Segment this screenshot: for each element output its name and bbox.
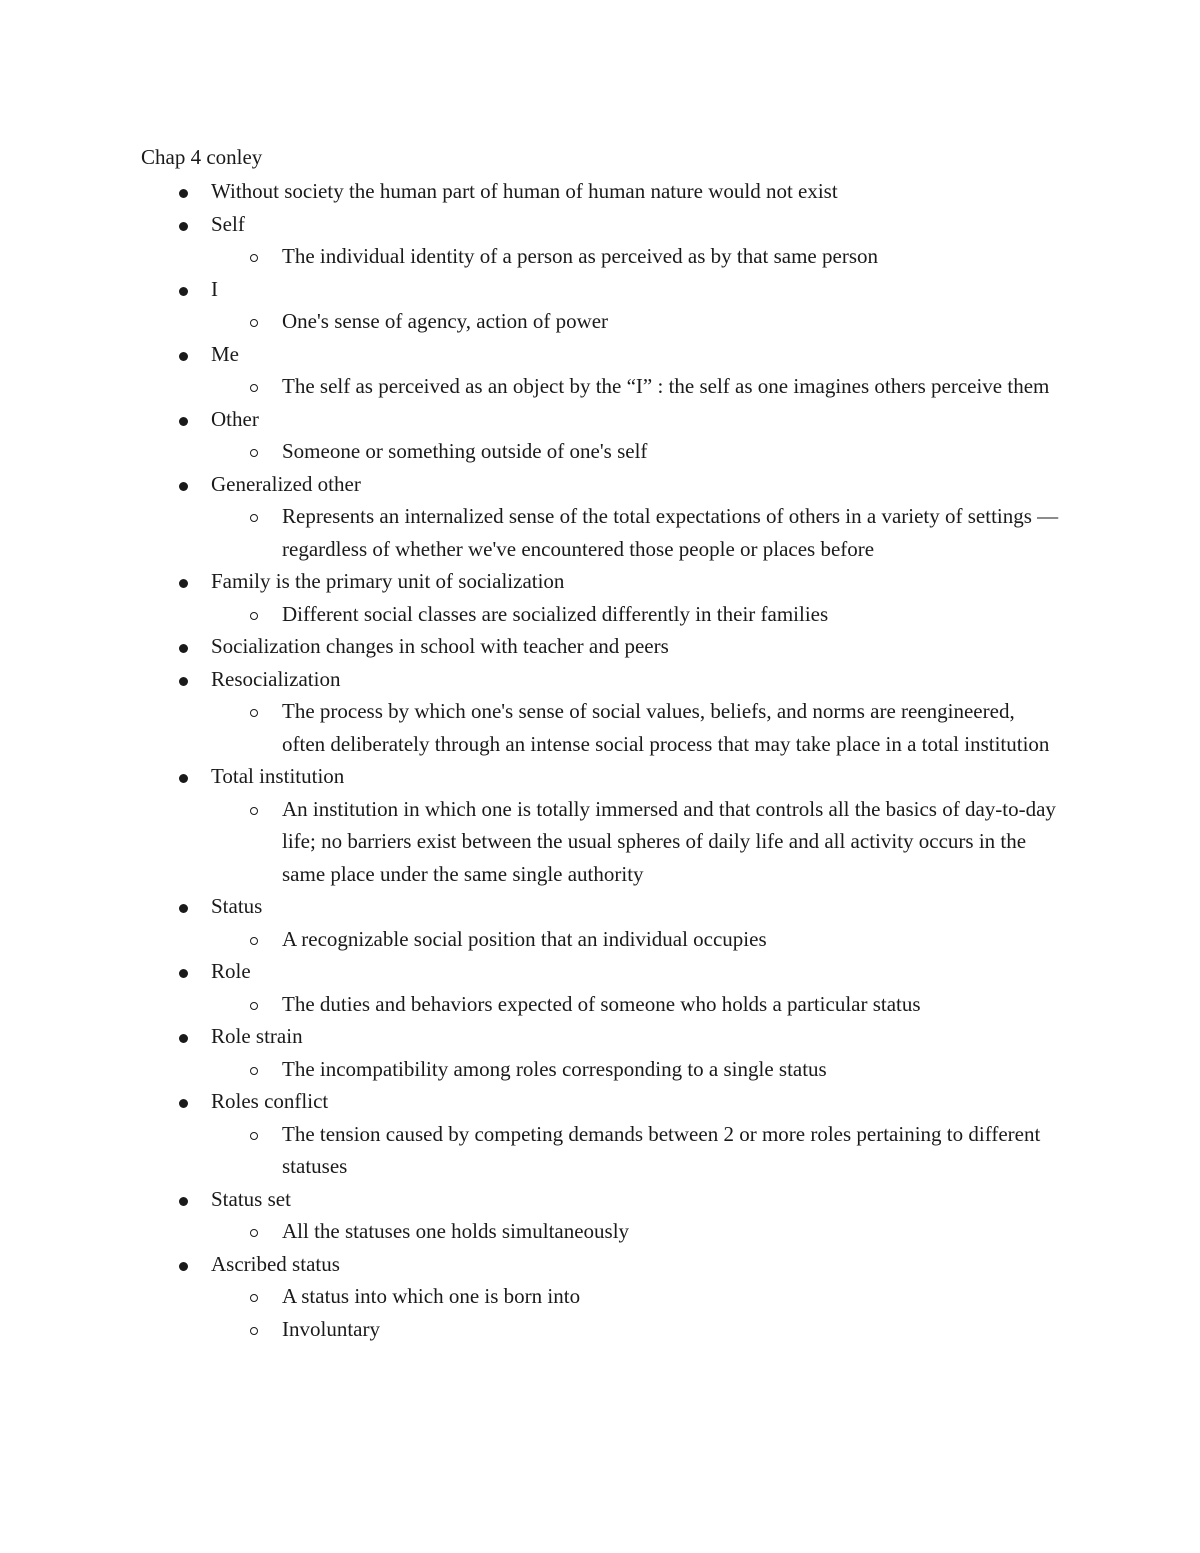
list-item-text: Ascribed status (211, 1251, 340, 1276)
filled-bullet-icon (179, 677, 188, 686)
hollow-bullet-icon (250, 319, 258, 327)
filled-bullet-icon (179, 969, 188, 978)
sub-list-item-text: The self as perceived as an object by the “I” : the self as one imagines others perceive them (282, 374, 1050, 398)
list-item-text: Family is the primary unit of socialization (211, 569, 565, 593)
hollow-bullet-icon (250, 514, 258, 522)
list-item (0, 630, 1200, 663)
filled-bullet-icon (179, 1034, 188, 1043)
list-item (0, 955, 1200, 988)
hollow-bullet-icon (250, 1002, 258, 1010)
list-item-text: Other (211, 406, 259, 431)
list-item-text: Me (211, 341, 239, 366)
list-item-text: Status (211, 894, 263, 918)
list-item-text: Socialization changes in school with teacher and peers (211, 634, 669, 658)
hollow-bullet-icon (250, 449, 258, 457)
hollow-bullet-icon (250, 709, 258, 717)
hollow-bullet-icon (250, 254, 258, 262)
filled-bullet-icon (179, 1262, 188, 1271)
list-item (0, 663, 1200, 696)
list-item (0, 1020, 1200, 1053)
filled-bullet-icon (179, 579, 188, 588)
list-item (0, 403, 1200, 436)
list-item (0, 208, 1200, 241)
filled-bullet-icon (179, 904, 188, 913)
list-item (0, 1085, 1200, 1118)
hollow-bullet-icon (250, 937, 258, 945)
document-title: Chap 4 conley (141, 145, 263, 169)
list-item (0, 1183, 1200, 1216)
filled-bullet-icon (179, 222, 188, 231)
sub-list-item-text: Someone or something outside of one's self (282, 439, 648, 463)
sub-list-item (0, 500, 1062, 565)
filled-bullet-icon (179, 1099, 188, 1108)
sub-list-item-text: The process by which one's sense of social values, beliefs, and norms are reengineered, often deliberately through an intense social process that may take place in a total institution (282, 699, 1050, 756)
sub-list-item (0, 370, 1062, 403)
hollow-bullet-icon (250, 1132, 258, 1140)
hollow-bullet-icon (250, 1294, 258, 1302)
list-item (0, 760, 1200, 793)
list-item-text: Roles conflict (211, 1089, 329, 1113)
list-item-text: Status set (211, 1186, 291, 1211)
sub-list-item (0, 305, 1062, 338)
sub-list-item-text: Involuntary (282, 1316, 380, 1341)
sub-list-item (0, 988, 1062, 1021)
sub-list-item (0, 1313, 1062, 1346)
sub-list-item-text: One's sense of agency, action of power (282, 309, 609, 333)
filled-bullet-icon (179, 417, 188, 426)
list-item (0, 468, 1200, 501)
sub-list-item (0, 240, 1062, 273)
list-item (0, 175, 1200, 208)
filled-bullet-icon (179, 189, 188, 198)
list-item-text: I (211, 276, 218, 301)
sub-list-item-text: The individual identity of a person as perceived as by that same person (282, 244, 878, 268)
filled-bullet-icon (179, 644, 188, 653)
list-item (0, 1248, 1200, 1281)
sub-list-item (0, 1118, 1062, 1183)
list-item-text: Role strain (211, 1024, 303, 1048)
sub-list-item-text: All the statuses one holds simultaneously (282, 1219, 630, 1243)
list-item-text: Generalized other (211, 471, 361, 496)
filled-bullet-icon (179, 774, 188, 783)
list-item (0, 565, 1200, 598)
list-item-text: Self (211, 211, 245, 236)
hollow-bullet-icon (250, 612, 258, 620)
list-item-text: Total institution (211, 764, 345, 788)
sub-list-item (0, 598, 1062, 631)
sub-list-item-text: Represents an internalized sense of the total expectations of others in a variety of settings — regardless of whether we've encountered those people or places before (282, 504, 1059, 561)
sub-list-item-text: A recognizable social position that an individual occupies (282, 926, 767, 951)
list-item-text: Resocialization (211, 666, 341, 691)
sub-list-item-text: The incompatibility among roles corresponding to a single status (282, 1056, 827, 1081)
hollow-bullet-icon (250, 1067, 258, 1075)
filled-bullet-icon (179, 352, 188, 361)
filled-bullet-icon (179, 482, 188, 491)
hollow-bullet-icon (250, 807, 258, 815)
sub-list-item-text: A status into which one is born into (282, 1284, 581, 1308)
sub-list-item (0, 923, 1062, 956)
sub-list-item (0, 435, 1062, 468)
sub-list-item-text: The duties and behaviors expected of someone who holds a particular status (282, 991, 921, 1016)
sub-list-item (0, 1280, 1062, 1313)
sub-list-item-text: Different social classes are socialized differently in their families (282, 601, 829, 626)
list-item (0, 338, 1200, 371)
hollow-bullet-icon (250, 384, 258, 392)
sub-list-item (0, 695, 1062, 760)
list-item (0, 890, 1200, 923)
sub-list-item-text: The tension caused by competing demands between 2 or more roles pertaining to different statuses (282, 1121, 1041, 1178)
sub-list-item-text: An institution in which one is totally immersed and that controls all the basics of day-to-day life; no barriers exist between the usual spheres of daily life and all activity occurs in the same place under the same single authority (282, 796, 1056, 886)
bullet-list (0, 175, 1200, 1345)
list-item (0, 273, 1200, 306)
sub-list-item (0, 793, 1062, 891)
sub-list-item (0, 1215, 1062, 1248)
list-item-text: Without society the human part of human of human nature would not exist (211, 179, 838, 203)
hollow-bullet-icon (250, 1327, 258, 1335)
list-item-text: Role (211, 959, 251, 983)
filled-bullet-icon (179, 1197, 188, 1206)
sub-list-item (0, 1053, 1062, 1086)
filled-bullet-icon (179, 287, 188, 296)
hollow-bullet-icon (250, 1229, 258, 1237)
